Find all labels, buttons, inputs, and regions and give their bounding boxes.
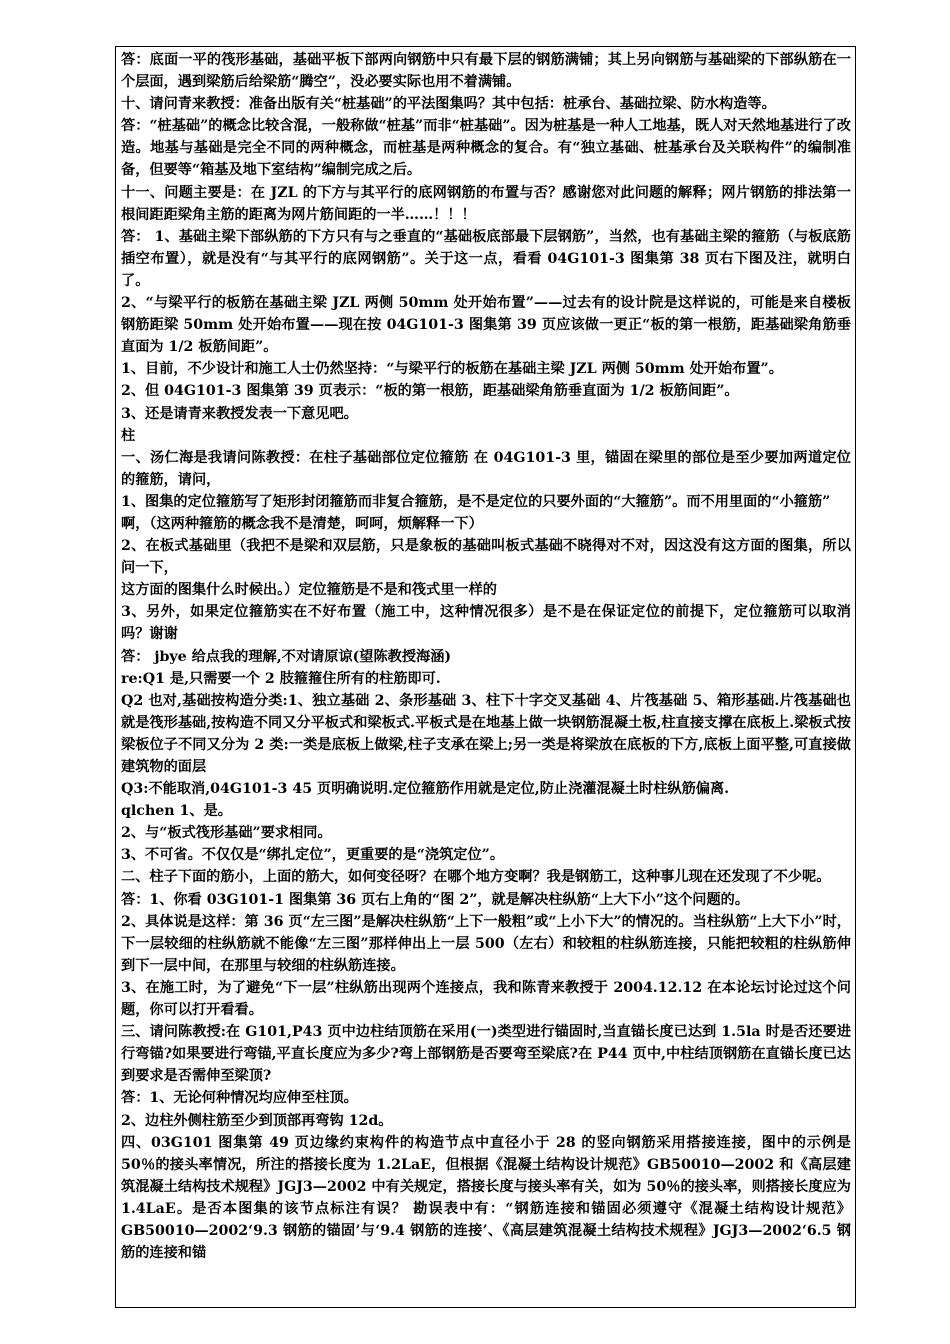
paragraph: 答： 1、基础主梁下部纵筋的下方只有与之垂直的“基础板底部最下层钢筋”，当然，也有基础主梁的箍筋（与板底筋插空布置），就是没有“与其平行的底网钢筋”。关于这一点，看看 04G101-3 图集第 38 页右下图及注，就明白了。 <box>121 228 851 289</box>
paragraph: 答： jbye 给点我的理解,不对请原谅(望陈教授海涵) <box>121 648 452 665</box>
paragraph: 2、“与梁平行的板筋在基础主梁 JZL 两侧 50mm 处开始布置”——过去有的设计院是这样说的，可能是来自楼板钢筋距梁 50mm 处开始布置——现在按 04G101-3 图集第 39 页应该做一更正“板的第一根筋，距基础梁角筋垂直面为 1/2 板筋间距”。 <box>121 295 851 356</box>
paragraph: 答：1、无论何种情况均应伸至柱顶。 <box>121 1090 358 1107</box>
paragraph: 3、在施工时，为了避免“下一层”柱纵筋出现两个连接点，我和陈青来教授于 2004.12.12 在本论坛讨论过这个问题，你可以打开看看。 <box>121 979 851 1019</box>
paragraph: 答：“桩基础”的概念比较含混，一般称做“桩基”而非“桩基础”。因为桩基是一种人工地基，既人对天然地基进行了改造。地基与基础是完全不同的两种概念，而桩基是两种概念的复合。有“独立基础、桩基承台及关联构件”的编制准备，但要等“箱基及地下室结构”编制完成之后。 <box>121 118 851 179</box>
paragraph: 3、不可省。不仅仅是“绑扎定位”，更重要的是“浇筑定位”。 <box>121 847 505 864</box>
paragraph: 2、具体说是这样：第 36 页“左三图”是解决柱纵筋“上下一般粗”或“上小下大”的情况的。当柱纵筋“上大下小”时，下一层较细的柱纵筋就不能像“左三图”那样伸出上一层 500（左右）和较粗的柱纵筋连接，只能把较粗的柱纵筋伸到下一层中间，在那里与较细的柱纵筋连接。 <box>121 913 851 974</box>
paragraph: 四、03G101 图集第 49 页边缘约束构件的构造节点中直径小于 28 的竖向钢筋采用搭接连接，图中的示例是 50％的接头率情况，所注的搭接长度为 1.2LaE，但根据《混凝土结构设计规范》GB50010—2002 和《高层建筑混凝土结构技术规程》JGJ3—2002 中有关规定，搭接长度与接头率有关，如为 50％的接头率，则搭接长度应为 1.4LaE。是否本图集的该节点标注有误？ 勘误表中有：“钢筋连接和锚固必须遵守《混凝土结构设计规范》GB50010—2002‘9.3 钢筋的锚固’与‘9.4 钢筋的连接’、《高层建筑混凝土结构技术规程》JGJ3—2002‘6.5 钢筋的连接和锚 <box>121 1134 851 1262</box>
paragraph: 2、与“板式筏形基础”要求相同。 <box>121 825 332 842</box>
paragraph: 2、但 04G101-3 图集第 39 页表示：“板的第一根筋，距基础梁角筋垂直面为 1/2 板筋间距”。 <box>121 383 739 400</box>
paragraph: 2、边柱外侧柱筋至少到顶部再弯钩 12d。 <box>121 1112 393 1129</box>
paragraph: re:Q1 是,只需要一个 2 肢箍箍住所有的柱筋即可. <box>121 670 441 687</box>
paragraph: 啊，（这两种箍筋的概念我不是清楚，呵呵，烦解释一下） <box>121 515 483 532</box>
paragraph: 这方面的图集什么时候出。）定位箍筋是不是和筏式里一样的 <box>121 582 497 599</box>
paragraph: 柱 <box>121 427 136 444</box>
paragraph: 答：底面一平的筏形基础，基础平板下部两向钢筋中只有最下层的钢筋满铺；其上另向钢筋与基础梁的下部纵筋在一个层面，遇到梁筋后给梁筋“腾空”，没必要实际也用不着满铺。 <box>121 52 851 91</box>
paragraph: 二、柱子下面的筋小，上面的筋大，如何变径呀？在哪个地方变啊？我是钢筋工，这种事儿现在还发现了不少呢。 <box>121 869 831 886</box>
paragraph: Q3:不能取消,04G101-3 45 页明确说明.定位箍筋作用就是定位,防止浇灌混凝土时柱纵筋偏离. <box>121 781 730 798</box>
paragraph: 3、另外，如果定位箍筋实在不好布置（施工中，这种情况很多）是不是在保证定位的前提下，定位箍筋可以取消吗？谢谢 <box>121 604 851 643</box>
document-text-frame <box>115 46 856 1308</box>
paragraph: 1、目前，不少设计和施工人士仍然坚持：“与梁平行的板筋在基础主梁 JZL 两侧 50mm 处开始布置”。 <box>121 361 783 378</box>
paragraph: 一、汤仁海是我请问陈教授：在柱子基础部位定位箍筋 在 04G101-3 里，锚固在梁里的部位是至少要加两道定位的箍筋，请问， <box>121 449 851 488</box>
paragraph: 十、请问青来教授：准备出版有关“桩基础”的平法图集吗？其中包括：桩承台、基础拉梁、防水构造等。 <box>121 96 776 113</box>
paragraph: 3、还是请青来教授发表一下意见吧。 <box>121 405 358 422</box>
paragraph: qlchen 1、是。 <box>121 803 232 820</box>
paragraph: 答：1、你看 03G101-1 图集第 36 页右上角的“图 2”，就是解决柱纵筋“上大下小”这个问题的。 <box>121 891 750 908</box>
paragraph: 2、在板式基础里（我把不是梁和双层筋，只是象板的基础叫板式基础不晓得对不对，因这没有这方面的图集，所以问一下， <box>121 538 851 577</box>
paragraph: 十一、问题主要是：在 JZL 的下方与其平行的底网钢筋的布置与否？感谢您对此问题的解释；网片钢筋的排法第一根间距距梁角主筋的距离为网片筋间距的一半……！！！ <box>121 184 851 223</box>
paragraph: 1、图集的定位箍筋写了矩形封闭箍筋而非复合箍筋，是不是定位的只要外面的“大箍筋”。而不用里面的“小箍筋” <box>121 493 831 510</box>
paragraph: Q2 也对,基础按构造分类:1、独立基础 2、条形基础 3、柱下十字交叉基础 4、片筏基础 5、箱形基础.片筏基础也就是筏形基础,按构造不同又分平板式和梁板式.平板式是在地基上做一块钢筋混凝土板,柱直接支撑在底板上.梁板式按梁板位子不同又分为 2 类:一类是底板上做梁,柱子支承在梁上;另一类是将梁放在底板的下方,底板上面平整,可直接做建筑物的面层 <box>121 692 851 775</box>
paragraph: 三、请问陈教授:在 G101,P43 页中边柱结顶筋在采用(一)类型进行锚固时,当直锚长度已达到 1.5la 时是否还要进行弯锚?如果要进行弯锚,平直长度应为多少?弯上部钢筋是否要弯至梁底?在 P44 页中,中柱结顶钢筋在直锚长度已达到要求是否需伸至梁顶? <box>121 1024 851 1085</box>
